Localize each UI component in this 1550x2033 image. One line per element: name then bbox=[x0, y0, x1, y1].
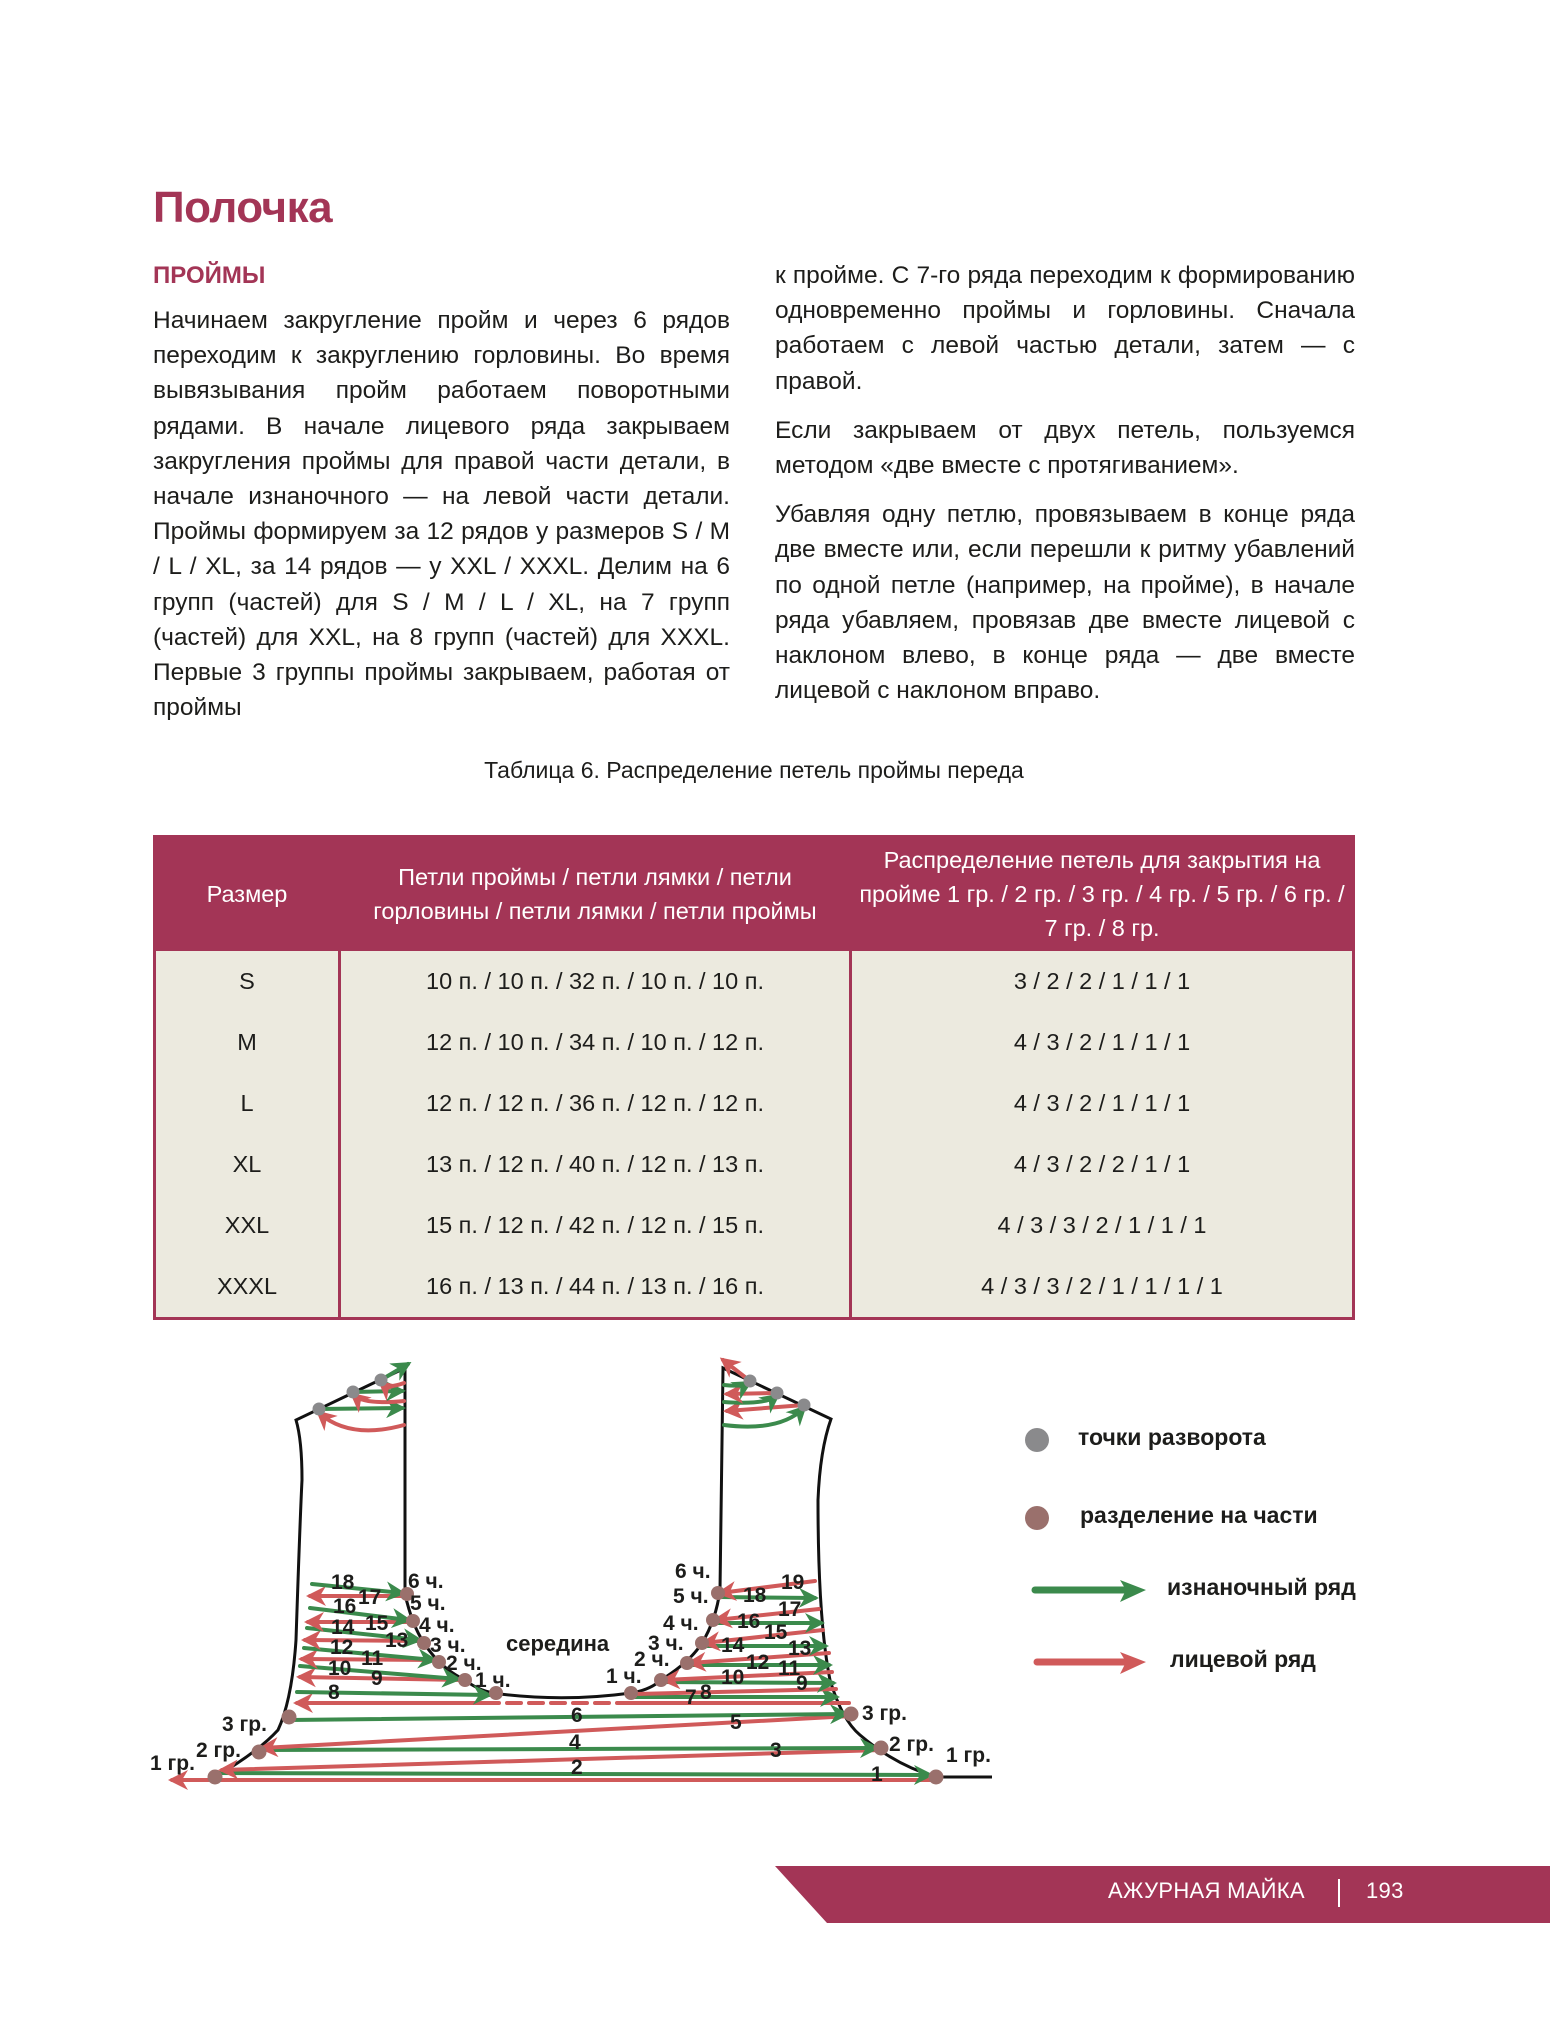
row-number: 12 bbox=[330, 1636, 354, 1659]
gray-dot-icon bbox=[1025, 1428, 1049, 1452]
row-number: 1 bbox=[871, 1763, 883, 1786]
row-number: 10 bbox=[721, 1666, 745, 1689]
row-number: 16 bbox=[333, 1595, 357, 1618]
row-number: 19 bbox=[781, 1571, 805, 1594]
center-label: середина bbox=[506, 1631, 610, 1656]
row-number: 17 bbox=[358, 1586, 382, 1609]
cell-size: XXL bbox=[224, 1212, 270, 1238]
row-number: 9 bbox=[371, 1667, 383, 1690]
cell-stitches: 16 п. / 13 п. / 44 п. / 13 п. / 16 п. bbox=[340, 1256, 851, 1319]
brown-dot-icon bbox=[1025, 1506, 1049, 1530]
green-arrow-icon bbox=[1035, 1580, 1146, 1602]
row-number: 18 bbox=[331, 1571, 355, 1594]
paragraph: Если закрываем от двух петель, пользуемся методом «две вместе с протягиванием». bbox=[775, 416, 1355, 480]
footer-book-title: АЖУРНАЯ МАЙКА bbox=[1108, 1878, 1305, 1903]
page-number: 193 bbox=[1366, 1878, 1404, 1903]
paragraph: Убавляя одну петлю, провязываем в конце ряда две вместе или, если перешли к ритму убавлений по одной петле (например, на пройме), в начале ряда убавляем, провязав две вместе лицевой с наклоном влево, в конце ряда — две вместе лицевой с наклоном вправо. bbox=[775, 501, 1355, 705]
row-number: 4 bbox=[569, 1731, 581, 1754]
row-number: 15 bbox=[365, 1612, 389, 1635]
cell-stitches: 12 п. / 10 п. / 34 п. / 10 п. / 12 п. bbox=[340, 1012, 851, 1073]
subsection-heading: ПРОЙМЫ bbox=[153, 262, 266, 289]
cell-distribution: 3 / 2 / 2 / 1 / 1 / 1 bbox=[851, 951, 1354, 1012]
part-label-right: 4 ч. bbox=[663, 1612, 699, 1635]
cell-size: L bbox=[240, 1090, 254, 1116]
paragraph: Начинаем закругление пройм и через 6 рядов переходим к закруглению горловины. Во время вывязывания пройм работаем поворотными рядами. В начале лицевого ряда закрываем закругления проймы для правой части детали, в начале изнаночного — на левой части детали. Проймы формируем за 12 рядов у размеров S / M / L / XL, за 14 рядов — у XXL / XXXL. Делим на 6 групп (частей) для S / M / L / XL, на 7 групп (частей) для XXL, на 8 групп (частей) для XXXL. Первые 3 группы проймы закрываем, работая от проймы bbox=[153, 307, 730, 722]
part-label-right: 2 ч. bbox=[634, 1648, 670, 1671]
row-number: 6 bbox=[571, 1704, 583, 1727]
row-number: 16 bbox=[737, 1610, 761, 1633]
part-label-right: 1 ч. bbox=[606, 1665, 642, 1688]
row-number: 5 bbox=[730, 1711, 742, 1734]
row-number: 13 bbox=[788, 1637, 812, 1660]
part-label-left: 4 ч. bbox=[419, 1614, 455, 1637]
part-label-left: 6 ч. bbox=[408, 1570, 444, 1593]
row-number: 2 bbox=[571, 1756, 583, 1779]
part-label-right: 3 ч. bbox=[648, 1632, 684, 1655]
legend-wrong-side-row: изнаночный ряд bbox=[1167, 1574, 1356, 1600]
row-number: 8 bbox=[700, 1681, 712, 1704]
red-arrow-icon bbox=[1037, 1652, 1146, 1674]
cell-size: XL bbox=[232, 1151, 262, 1177]
legend-division-points: разделение на части bbox=[1080, 1502, 1318, 1528]
header-stitches: Петли проймы / петли лямки / петли горловины / петли лямки / петли проймы bbox=[340, 837, 851, 952]
row-number: 18 bbox=[743, 1584, 767, 1607]
legend-symbols bbox=[1025, 1428, 1146, 1674]
legend-turning-points: точки разворота bbox=[1078, 1424, 1266, 1450]
group-label-left: 2 гр. bbox=[196, 1739, 241, 1762]
row-number: 11 bbox=[778, 1657, 801, 1680]
row-number: 13 bbox=[385, 1629, 409, 1652]
cell-distribution: 4 / 3 / 3 / 2 / 1 / 1 / 1 bbox=[851, 1195, 1354, 1256]
group-label-left: 3 гр. bbox=[222, 1713, 267, 1736]
row-number: 3 bbox=[770, 1739, 782, 1762]
row-number: 11 bbox=[361, 1647, 384, 1670]
cell-distribution: 4 / 3 / 2 / 1 / 1 / 1 bbox=[851, 1073, 1354, 1134]
part-label-left: 5 ч. bbox=[410, 1592, 446, 1615]
paragraph: к пройме. С 7-го ряда переходим к формированию одновременно проймы и горловины. Сначала работаем с левой частью детали, затем — с правой. bbox=[775, 262, 1355, 395]
cell-stitches: 12 п. / 12 п. / 36 п. / 12 п. / 12 п. bbox=[340, 1073, 851, 1134]
part-label-left: 3 ч. bbox=[430, 1634, 466, 1657]
part-label-right: 6 ч. bbox=[675, 1560, 711, 1583]
group-label-right: 3 гр. bbox=[862, 1702, 907, 1725]
cell-stitches: 13 п. / 12 п. / 40 п. / 12 п. / 13 п. bbox=[340, 1134, 851, 1195]
cell-distribution: 4 / 3 / 2 / 1 / 1 / 1 bbox=[851, 1012, 1354, 1073]
row-number: 17 bbox=[778, 1598, 802, 1621]
legend-right-side-row: лицевой ряд bbox=[1170, 1646, 1316, 1672]
group-label-right: 1 гр. bbox=[946, 1744, 991, 1767]
row-number: 15 bbox=[764, 1621, 788, 1644]
cell-size: XXXL bbox=[216, 1273, 278, 1299]
cell-distribution: 4 / 3 / 3 / 2 / 1 / 1 / 1 / 1 bbox=[851, 1256, 1354, 1319]
table-caption: Таблица 6. Распределение петель проймы переда bbox=[484, 757, 1024, 783]
part-label-left: 1 ч. bbox=[475, 1669, 511, 1692]
row-number: 10 bbox=[328, 1657, 352, 1680]
row-number: 8 bbox=[328, 1681, 340, 1704]
part-label-left: 2 ч. bbox=[446, 1652, 482, 1675]
header-distribution: Распределение петель для закрытия на пройме 1 гр. / 2 гр. / 3 гр. / 4 гр. / 5 гр. / 6 гр. / 7 гр. / 8 гр. bbox=[851, 837, 1354, 952]
cell-size: S bbox=[239, 968, 255, 994]
row-number: 14 bbox=[721, 1634, 745, 1657]
cell-stitches: 10 п. / 10 п. / 32 п. / 10 п. / 10 п. bbox=[340, 951, 851, 1012]
footer-separator bbox=[1338, 1879, 1340, 1907]
section-title: Полочка bbox=[153, 183, 333, 232]
row-number: 7 bbox=[685, 1686, 697, 1709]
header-size: Размер bbox=[155, 837, 340, 952]
cell-distribution: 4 / 3 / 2 / 2 / 1 / 1 bbox=[851, 1134, 1354, 1195]
group-label-left: 1 гр. bbox=[150, 1752, 195, 1775]
cell-size: M bbox=[237, 1029, 257, 1055]
row-number: 12 bbox=[746, 1651, 770, 1674]
cell-stitches: 15 п. / 12 п. / 42 п. / 12 п. / 15 п. bbox=[340, 1195, 851, 1256]
row-number: 14 bbox=[331, 1616, 355, 1639]
part-label-right: 5 ч. bbox=[673, 1585, 709, 1608]
row-number: 9 bbox=[796, 1672, 808, 1695]
group-label-right: 2 гр. bbox=[889, 1733, 934, 1756]
